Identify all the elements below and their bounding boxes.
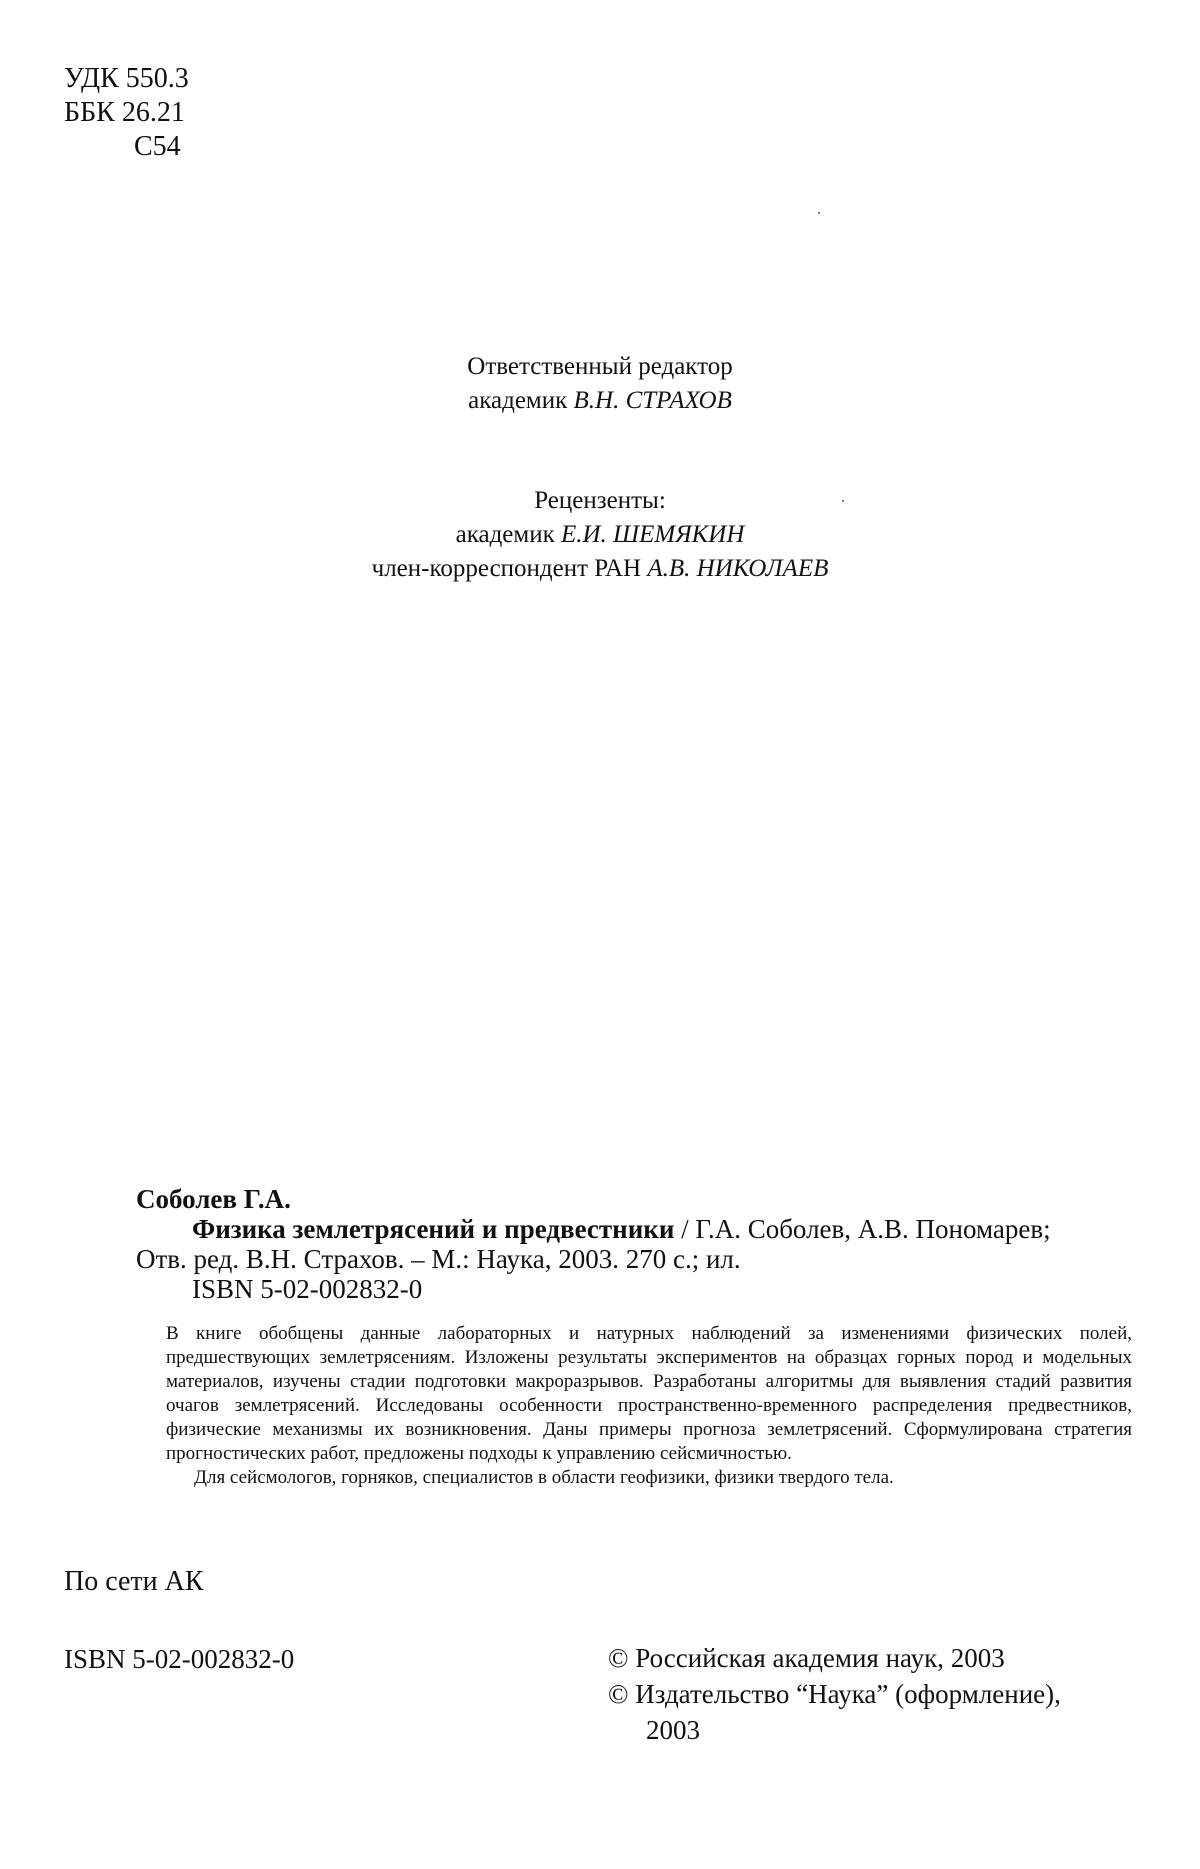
record-publication: Отв. ред. В.Н. Страхов. – М.: Наука, 2003. 270 с.; ил. — [136, 1244, 741, 1274]
annotation-main: В книге обобщены данные лабораторных и натурных наблюдений за изменениями физических полей, предшествующих землетрясениям. Изложены результаты экспериментов на образцах горных пород и модельных материалов, изучены стадии подготовки макроразрывов. Разработаны алгоритмы для выявления стадий развития очагов землетрясений. Исследованы особенности пространственно-временного распределения предвестников, физические механизмы их возникновения. Даны примеры прогноза землетрясений. Сформулирована стратегия прогностических работ, предложены подходы к управлению сейсмичностью. — [166, 1323, 1132, 1464]
copyright-line-2: © Издательство “Наука” (оформление), — [608, 1679, 1061, 1709]
reviewer-2 — [0, 552, 1200, 586]
reviewer-2-title: член-корреспондент РАН — [371, 555, 642, 582]
record-isbn: ISBN 5-02-002832-0 — [192, 1274, 423, 1304]
record-responsibility: / Г.А. Соболев, А.В. Пономарев; — [674, 1214, 1051, 1244]
annotation — [166, 1322, 1132, 1490]
reviewer-2-name: А.В. НИКОЛАЕВ — [647, 555, 829, 582]
classification-codes — [64, 62, 189, 164]
reviewer-1-name: Е.И. ШЕМЯКИН — [560, 521, 745, 548]
editor-role: Ответственный редактор — [467, 353, 733, 380]
annotation-audience: Для сейсмологов, горняков, специалистов в области геофизики, физики твердого тела. — [194, 1467, 894, 1488]
record-title-line — [136, 1214, 1132, 1244]
scan-speck — [842, 500, 844, 502]
author-mark-code: С54 — [134, 131, 181, 162]
record-title: Физика землетрясений и предвестники — [192, 1214, 675, 1244]
editor-name: В.Н. СТРАХОВ — [573, 387, 732, 414]
network-note: По сети АК — [64, 1566, 204, 1597]
bibliographic-record — [136, 1184, 1132, 1304]
copyright-line-3: 2003 — [646, 1715, 700, 1745]
record-author: Соболев Г.А. — [136, 1184, 291, 1214]
editor-title: академик — [468, 387, 568, 414]
copyright-block — [608, 1640, 1168, 1748]
isbn-bottom: ISBN 5-02-002832-0 — [64, 1644, 295, 1674]
bbk-code: ББК 26.21 — [64, 97, 185, 128]
reviewer-1-title: академик — [455, 521, 555, 548]
editor-block — [0, 350, 1200, 418]
copyright-line-1: © Российская академия наук, 2003 — [608, 1643, 1005, 1673]
scan-speck — [818, 212, 820, 214]
reviewer-1 — [0, 518, 1200, 552]
reviewers-heading: Рецензенты: — [534, 487, 666, 514]
editor-line — [0, 384, 1200, 418]
reviewers-block — [0, 484, 1200, 586]
udk-code: УДК 550.3 — [64, 63, 189, 94]
